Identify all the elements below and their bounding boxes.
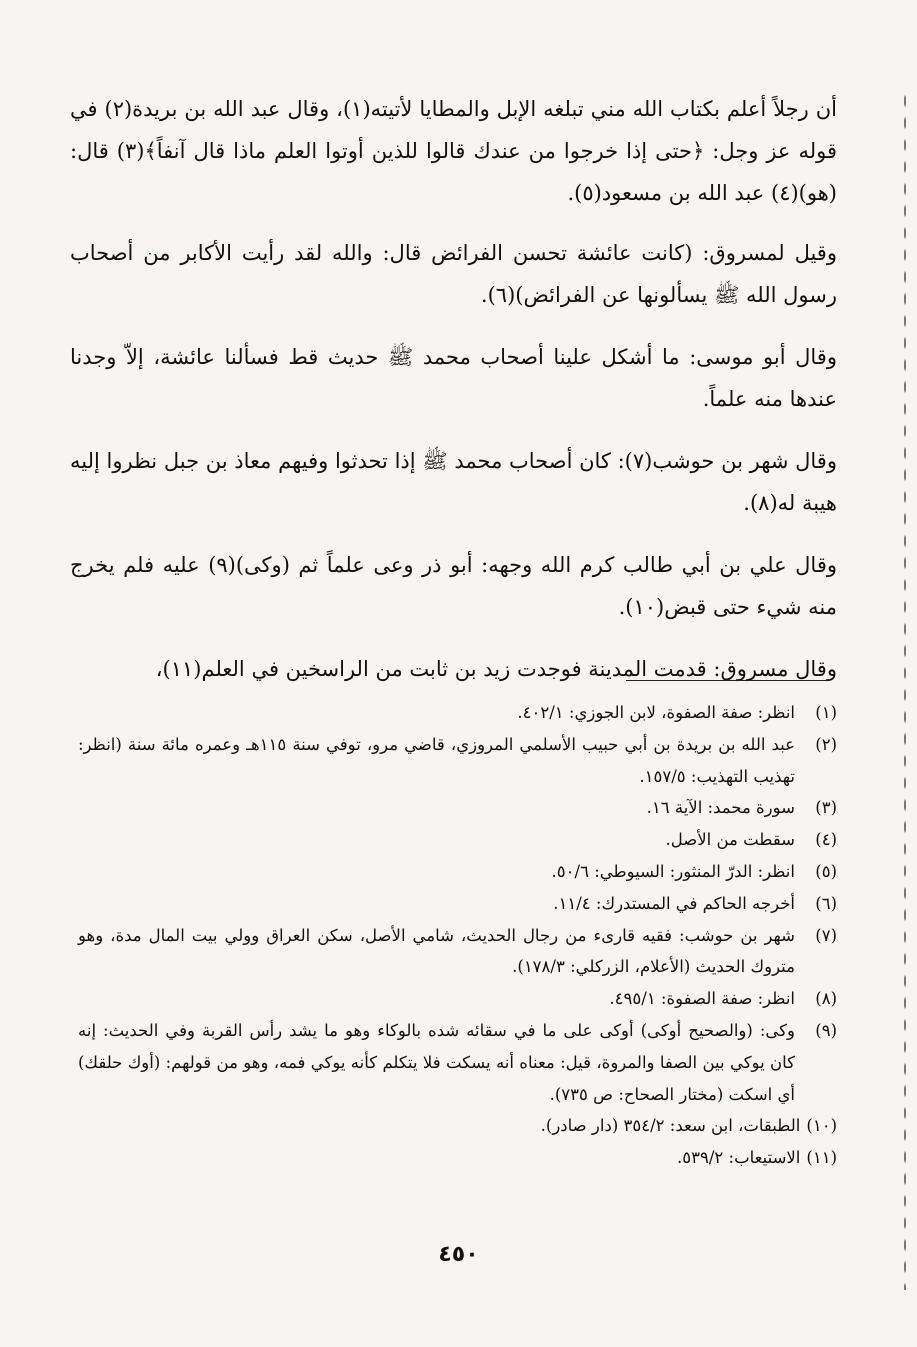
footnote (78, 824, 837, 856)
footnote-text: الطبقات، ابن سعد: ٣٥٤/٢ (دار صادر). (540, 1116, 801, 1136)
paragraph: وقال علي بن أبي طالب كرم الله وجهه: أبو ذر وعى علماً ثم (وكى)(٩) عليه فلم يخرج منه شيء حتى قبض(١٠). (70, 553, 838, 619)
footnote (78, 792, 837, 824)
footnote (78, 983, 837, 1015)
footnote (78, 1110, 837, 1142)
footnote-text: وكى: (والصحيح أوكى) أوكى على ما في سقائه شده بالوكاء وهو ما يشد رأس القربة وفي الحديث: إنه كان يوكي بين الصفا والمروة، قيل: معناه أنه يسكت فلا يتكلم كأنه يوكي فمه، وهو من قولهم: (أوك حلقك) أي اسكت (مختار الصحاح: ص ٧٣٥). (78, 1020, 795, 1104)
footnote-text: شهر بن حوشب: فقيه قارىء من رجال الحديث، شامي الأصل، سكن العراق وولي بيت المال مدة، وهو متروك الحديث (الأعلام، الزركلي: ١٧٨/٣). (78, 925, 795, 977)
footnote-text: انظر: صفة الصفوة: ٤٩٥/١. (609, 989, 795, 1009)
paragraph: أن رجلاً أعلم بكتاب الله مني تبلغه الإبل والمطايا لأتيته(١)، وقال عبد الله بن بريدة(٢) في قوله عز وجل: ﴿حتى إذا خرجوا من عندك قالوا للذين أوتوا العلم ماذا قال آنفاً﴾(٣) قال: (هو)(٤) عبد الله بن مسعود(٥). (70, 97, 838, 205)
footnote-number: (٨) (815, 989, 837, 1009)
page-number: ٤٥٠ (438, 1242, 479, 1267)
footnote-text: انظر: صفة الصفوة، لابن الجوزي: ٤٠٢/١. (517, 703, 795, 722)
scan-edge-dots (903, 90, 907, 1290)
footnote-number: (١١) (806, 1148, 837, 1168)
footnote-number: (١٠) (806, 1116, 837, 1136)
footnote-number: (٤) (815, 830, 837, 850)
footnote-separator (626, 680, 828, 681)
footnote-number: (٧) (815, 925, 837, 945)
footnote (78, 856, 837, 888)
footnote-number: (٥) (815, 861, 837, 881)
footnote (78, 888, 837, 920)
paragraph: وقيل لمسروق: (كانت عائشة تحسن الفرائض قال: والله لقد رأيت الأكابر من أصحاب رسول الله ﷺ يسألونها عن الفرائض)(٦). (70, 241, 837, 307)
footnote (78, 1142, 837, 1174)
footnote (78, 729, 837, 793)
footnote (78, 920, 837, 984)
footnote (78, 697, 837, 729)
main-text (70, 88, 837, 710)
footnote-text: سقطت من الأصل. (665, 830, 795, 850)
footnote-number: (٢) (815, 734, 837, 754)
footnote-number: (١) (815, 703, 837, 722)
footnote-text: سورة محمد: الآية ١٦. (646, 798, 795, 818)
footnotes (78, 697, 837, 1174)
paragraph: وقال شهر بن حوشب(٧): كان أصحاب محمد ﷺ إذا تحدثوا وفيهم معاذ بن جبل نظروا إليه هيبة له(٨). (70, 449, 837, 515)
paragraph: وقال أبو موسى: ما أشكل علينا أصحاب محمد ﷺ حديث قط فسألنا عائشة، إلاّ وجدنا عندها منه علماً. (70, 345, 837, 411)
footnote-number: (٩) (815, 1020, 837, 1040)
footnote (78, 1015, 837, 1110)
paragraph: وقال مسروق: قدمت المدينة فوجدت زيد بن ثابت من الراسخين في العلم(١١)، (155, 657, 837, 681)
footnote-text: انظر: الدرّ المنثور: السيوطي: ٥٠/٦. (551, 861, 795, 881)
footnote-text: عبد الله بن بريدة بن أبي حبيب الأسلمي المروزي، قاضي مرو، توفي سنة ١١٥هـ وعمره مائة سنة (انظر: تهذيب التهذيب: ١٥٧/٥. (78, 734, 795, 786)
footnote-text: أخرجه الحاكم في المستدرك: ١١/٤. (553, 893, 795, 913)
footnote-number: (٦) (815, 893, 837, 913)
footnote-number: (٣) (815, 798, 837, 818)
footnote-text: الاستيعاب: ٥٣٩/٢. (677, 1148, 801, 1168)
